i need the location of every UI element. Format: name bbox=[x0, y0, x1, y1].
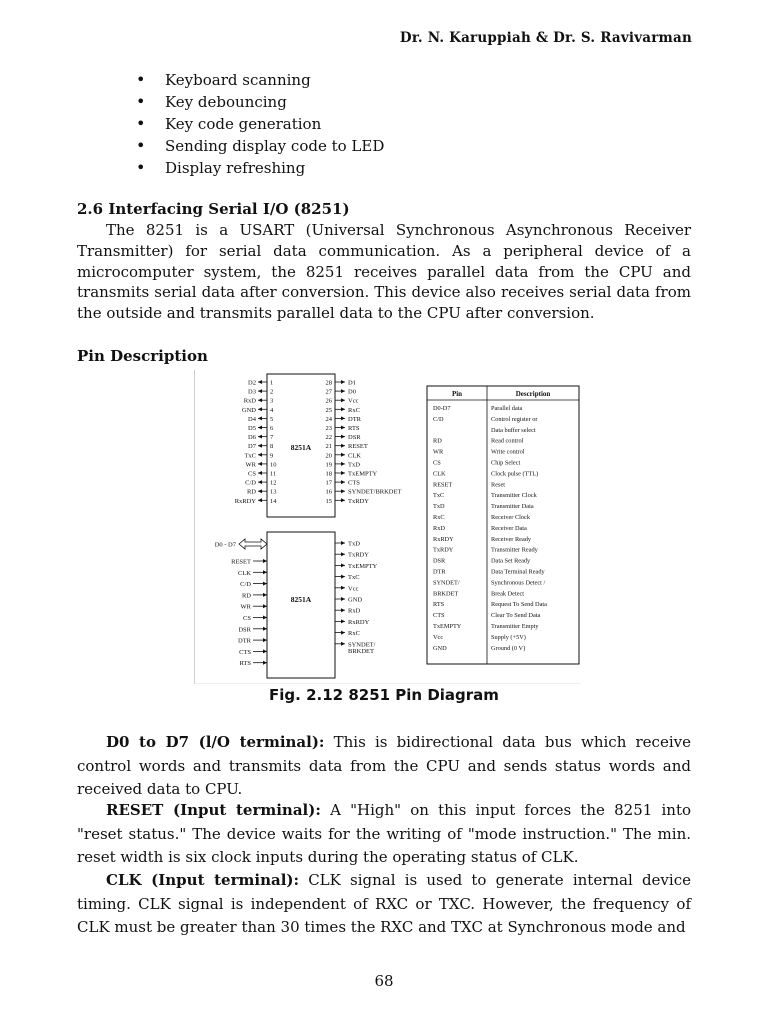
chip1-pin-name: SYNDET/BRKDET bbox=[348, 488, 402, 496]
chip1-pin-number: 10 bbox=[270, 461, 277, 469]
arrow-head bbox=[258, 435, 262, 439]
chip2-pin-name: DSR bbox=[238, 626, 251, 634]
arrow-head bbox=[263, 604, 267, 608]
arrow-head bbox=[341, 642, 345, 646]
pin-table-cell: Reset bbox=[491, 481, 505, 489]
chip1-pin-name: RxRDY bbox=[234, 497, 256, 505]
pin-table-cell: Parallel data bbox=[491, 405, 523, 412]
arrow-head bbox=[263, 593, 267, 597]
arrow-head bbox=[341, 575, 345, 579]
list-item: • Key code generation bbox=[136, 113, 384, 135]
arrow-head bbox=[258, 426, 262, 430]
arrow-head bbox=[341, 471, 345, 475]
chip1-pin-number: 28 bbox=[325, 379, 332, 387]
chip1-pin-number: 24 bbox=[325, 415, 332, 423]
chip1-pin-number: 23 bbox=[325, 425, 332, 432]
pin-table-cell: Break Detect bbox=[491, 590, 525, 598]
arrow-head bbox=[258, 389, 262, 393]
arrow-head bbox=[341, 541, 345, 545]
chip1-pin-name: TxRDY bbox=[348, 497, 369, 505]
arrow-head bbox=[341, 426, 345, 430]
chip1-pin-number: 13 bbox=[270, 488, 277, 496]
pin-table-cell: Receiver Clock bbox=[491, 514, 530, 521]
arrow-head bbox=[341, 480, 345, 484]
chip2-pin-name: GND bbox=[348, 596, 363, 604]
chip1-pin-number: 14 bbox=[270, 497, 277, 505]
pin-table-cell: RxRDY bbox=[433, 535, 454, 543]
chip1-pin-number: 19 bbox=[325, 461, 332, 469]
chip1-pin-number: 16 bbox=[325, 488, 332, 496]
chip1-pin-name: CS bbox=[248, 470, 256, 478]
pin-diagram-figure bbox=[194, 370, 581, 684]
bullet-list bbox=[136, 69, 384, 179]
pin-table-cell: Ground (0 V) bbox=[491, 644, 526, 652]
arrow-head bbox=[263, 582, 267, 586]
pin-table-cell: WR bbox=[433, 448, 444, 456]
pin-diagram-svg bbox=[195, 370, 581, 683]
arrow-head bbox=[341, 435, 345, 439]
pin-table-cell: Clear To Send Data bbox=[491, 612, 541, 620]
chip1-pin-name: CTS bbox=[348, 479, 360, 487]
pin-description-heading: Pin Description bbox=[77, 347, 208, 365]
pin-table-cell: Synchronous Detect / bbox=[491, 579, 546, 587]
arrow-head bbox=[258, 416, 262, 420]
chip1-pin-name: D2 bbox=[248, 379, 256, 387]
chip2-pin-name: CLK bbox=[238, 569, 251, 577]
term-d0-d7 bbox=[77, 731, 691, 802]
pin-table-header: Description bbox=[515, 390, 551, 398]
chip2-pin-name: RESET bbox=[231, 558, 251, 566]
chip1-pin-name: RxC bbox=[348, 406, 360, 414]
chip1-pin-name: Vcc bbox=[348, 397, 359, 405]
chip1-pin-name: D0 bbox=[348, 388, 356, 396]
arrow-head bbox=[263, 559, 267, 563]
arrow-head bbox=[341, 489, 345, 493]
chip2-body bbox=[267, 532, 335, 678]
chip1-pin-number: 25 bbox=[325, 406, 332, 414]
pin-table-header: Pin bbox=[451, 390, 463, 398]
pin-table-cell: TxC bbox=[433, 492, 445, 500]
chip1-pin-number: 17 bbox=[325, 479, 332, 487]
pin-table-cell: Supply (+5V) bbox=[491, 633, 526, 641]
chip1-pin-number: 11 bbox=[270, 470, 277, 478]
arrow-head bbox=[258, 462, 262, 466]
arrow-head bbox=[263, 616, 267, 620]
pin-table-cell: DTR bbox=[433, 568, 446, 576]
pin-table-cell: RxD bbox=[433, 524, 445, 532]
chip1-pin-name: D4 bbox=[248, 415, 256, 423]
term-clk bbox=[77, 869, 691, 940]
chip1-pin-number: 27 bbox=[325, 388, 332, 396]
pin-table-cell: Receiver Data bbox=[491, 524, 527, 532]
chip1-pin-name: CLK bbox=[348, 452, 361, 460]
page-header-authors: Dr. N. Karuppiah & Dr. S. Ravivarman bbox=[399, 30, 692, 46]
chip1-pin-name: GND bbox=[241, 406, 256, 414]
list-item: • Key debouncing bbox=[136, 91, 384, 113]
arrow-head bbox=[341, 597, 345, 601]
chip1-pin-name: D6 bbox=[248, 434, 256, 442]
pin-table-cell: D0-D7 bbox=[433, 405, 451, 412]
chip2-pin-name: RD bbox=[241, 592, 251, 600]
chip1-pin-number: 1 bbox=[270, 379, 274, 387]
chip1-pin-number: 9 bbox=[270, 452, 274, 460]
arrow-head bbox=[341, 608, 345, 612]
chip2-pin-name: DTR bbox=[238, 637, 251, 645]
arrow-head bbox=[341, 389, 345, 393]
pin-table-cell: CTS bbox=[433, 612, 445, 620]
chip1-pin-number: 8 bbox=[270, 443, 274, 451]
chip1-pin-number: 7 bbox=[270, 434, 274, 442]
arrow-head bbox=[258, 480, 262, 484]
pin-table-cell: DSR bbox=[433, 557, 446, 565]
figure-caption: Fig. 2.12 8251 Pin Diagram bbox=[269, 686, 499, 704]
chip2-pin-name: WR bbox=[240, 603, 251, 611]
chip1-pin-name: RD bbox=[246, 488, 256, 496]
section-heading: 2.6 Interfacing Serial I/O (8251) bbox=[77, 200, 350, 218]
term-label: CLK (Input terminal): bbox=[106, 871, 300, 889]
pin-table-cell: GND bbox=[433, 644, 447, 652]
pin-table-cell: RD bbox=[433, 437, 442, 445]
pin-table-cell: BRKDET bbox=[433, 590, 459, 598]
chip1-pin-name: DTR bbox=[348, 415, 361, 423]
chip1-pin-number: 26 bbox=[325, 397, 332, 405]
chip1-pin-number: 15 bbox=[325, 497, 332, 505]
list-item: • Sending display code to LED bbox=[136, 135, 384, 157]
chip1-pin-number: 18 bbox=[325, 470, 332, 478]
chip1-pin-number: 12 bbox=[270, 479, 277, 487]
chip1-pin-number: 3 bbox=[270, 397, 274, 405]
pin-table-cell: Request To Send Data bbox=[491, 601, 547, 609]
chip2-pin-name: TxRDY bbox=[348, 551, 369, 559]
pin-table-cell: Receiver Ready bbox=[491, 535, 532, 543]
chip2-pin-name: RxD bbox=[348, 607, 361, 615]
pin-table-cell: RxC bbox=[433, 514, 445, 521]
chip1-pin-name: RTS bbox=[348, 425, 360, 432]
list-item: • Display refreshing bbox=[136, 157, 384, 179]
arrow-head bbox=[341, 462, 345, 466]
chip2-pin-name: BRKDET bbox=[348, 648, 374, 655]
pin-table-cell: Transmitter Data bbox=[491, 503, 534, 511]
pin-table-cell: Chip Select bbox=[491, 459, 521, 467]
arrow-head bbox=[263, 661, 267, 665]
pin-table-cell: Clock pulse (TTL) bbox=[491, 470, 539, 478]
pin-table-cell: Write control bbox=[491, 448, 525, 456]
arrow-head bbox=[341, 398, 345, 402]
arrow-head bbox=[258, 407, 262, 411]
chip2-pin-name: RTS bbox=[239, 660, 251, 668]
chip1-pin-name: D1 bbox=[348, 379, 356, 387]
chip1-pin-number: 20 bbox=[325, 452, 332, 460]
pin-table-cell: Data Set Ready bbox=[491, 557, 531, 565]
pin-table-cell: Read control bbox=[491, 437, 524, 445]
pin-table-cell: RESET bbox=[433, 481, 453, 489]
arrow-head bbox=[341, 552, 345, 556]
chip1-pin-number: 22 bbox=[325, 434, 332, 442]
arrow-head bbox=[258, 471, 262, 475]
pin-table-cell: TxEMPTY bbox=[433, 623, 462, 630]
chip1-pin-name: WR bbox=[245, 461, 256, 469]
pin-table-cell: TxD bbox=[433, 503, 445, 511]
chip2-pin-name: SYNDET/ bbox=[348, 641, 376, 649]
chip1-pin-name: TxC bbox=[244, 452, 256, 460]
term-text: A "High" on this input forces the 8251 into "reset status." The device waits for the writing of "mode instruction." The min. reset width is six clock inputs during the operating status of CLK. bbox=[77, 801, 692, 866]
term-label: D0 to D7 (l/O terminal): bbox=[106, 733, 325, 751]
chip1-pin-name: D7 bbox=[248, 443, 256, 451]
chip1-pin-name: D5 bbox=[248, 425, 256, 432]
chip1-pin-name: RESET bbox=[348, 443, 368, 451]
arrow-head bbox=[341, 444, 345, 448]
chip2-pin-name: C/D bbox=[240, 581, 251, 589]
chip1-pin-number: 2 bbox=[270, 388, 274, 396]
chip1-pin-number: 5 bbox=[270, 415, 274, 423]
chip2-label: 8251A bbox=[290, 595, 312, 604]
arrow-head bbox=[341, 416, 345, 420]
arrow-head bbox=[258, 489, 262, 493]
chip2-pin-name: TxEMPTY bbox=[348, 562, 378, 570]
pin-table-cell: CS bbox=[433, 459, 441, 467]
chip2-pin-name: Vcc bbox=[348, 585, 359, 593]
chip2-pin-name: TxC bbox=[348, 574, 360, 582]
arrow-head bbox=[263, 638, 267, 642]
pin-table-cell: TxRDY bbox=[433, 546, 454, 554]
pin-table-cell: CLK bbox=[433, 470, 446, 478]
pin-table-cell: SYNDET/ bbox=[433, 579, 460, 587]
pin-table-cell: Control register or bbox=[491, 415, 538, 423]
pin-table-cell: Transmitter Ready bbox=[491, 546, 538, 554]
term-reset bbox=[77, 799, 691, 870]
arrow-head bbox=[341, 619, 345, 623]
chip1-label: 8251A bbox=[290, 443, 312, 452]
arrow-head bbox=[258, 444, 262, 448]
arrow-head bbox=[263, 570, 267, 574]
pin-table-cell: C/D bbox=[433, 415, 444, 423]
arrow-head bbox=[341, 586, 345, 590]
pin-table-cell: Vcc bbox=[433, 633, 444, 641]
term-text: This is bidirectional data bus which receive control words and transmits data from the CPU and sends status words and received data to CPU. bbox=[77, 733, 691, 798]
arrow-head bbox=[258, 398, 262, 402]
chip2-pin-name: CS bbox=[243, 615, 251, 622]
chip2-pin-name: RxRDY bbox=[348, 618, 370, 626]
arrow-head bbox=[341, 563, 345, 567]
intro-paragraph bbox=[77, 220, 691, 324]
chip1-pin-name: TxD bbox=[348, 461, 360, 469]
arrow-head bbox=[341, 380, 345, 384]
chip1-pin-name: DSR bbox=[348, 434, 361, 442]
list-item: • Keyboard scanning bbox=[136, 69, 384, 91]
pin-table-cell: RTS bbox=[433, 601, 445, 609]
arrow-head bbox=[258, 453, 262, 457]
chip1-pin-name: D3 bbox=[248, 388, 256, 396]
chip2-pin-name: TxD bbox=[348, 540, 360, 548]
arrow-head bbox=[263, 649, 267, 653]
term-label: RESET (Input terminal): bbox=[106, 801, 321, 819]
chip1-pin-name: C/D bbox=[245, 479, 256, 487]
bus-label: D0 - D7 bbox=[214, 541, 236, 549]
pin-table-cell: Transmitter Clock bbox=[491, 492, 537, 500]
pin-table-cell: Data Terminal Ready bbox=[491, 568, 545, 576]
arrow-head bbox=[341, 498, 345, 502]
pin-table-cell: Data buffer select bbox=[491, 426, 536, 434]
term-text: CLK signal is used to generate internal device timing. CLK signal is independent of RXC or TXC. However, the frequency of CLK must be greater than 30 times the RXC and TXC at Synchronous mode and bbox=[77, 871, 691, 936]
intro-text: The 8251 is a USART (Universal Synchronous Asynchronous Receiver Transmitter) for serial data communication. As a peripheral device of a microcomputer system, the 8251 receives parallel data from the CPU and transmits serial data after conversion. This device also receives serial data from the outside and transmits parallel data to the CPU after conversion. bbox=[77, 221, 691, 323]
arrow-head bbox=[341, 407, 345, 411]
chip2-pin-name: RxC bbox=[348, 630, 360, 638]
chip1-pin-name: RxD bbox=[243, 397, 256, 405]
chip1-pin-number: 21 bbox=[325, 443, 332, 451]
arrow-head bbox=[258, 380, 262, 384]
chip2-pin-name: CTS bbox=[239, 648, 251, 656]
data-bus-arrow bbox=[239, 539, 267, 549]
arrow-head bbox=[263, 627, 267, 631]
arrow-head bbox=[341, 631, 345, 635]
arrow-head bbox=[258, 498, 262, 502]
arrow-head bbox=[341, 453, 345, 457]
chip1-pin-name: TxEMPTY bbox=[348, 470, 378, 478]
chip1-pin-number: 4 bbox=[270, 406, 274, 414]
page-number: 68 bbox=[374, 972, 394, 990]
chip1-pin-number: 6 bbox=[270, 425, 274, 432]
pin-table-cell: Transmitter Empty bbox=[491, 623, 539, 630]
